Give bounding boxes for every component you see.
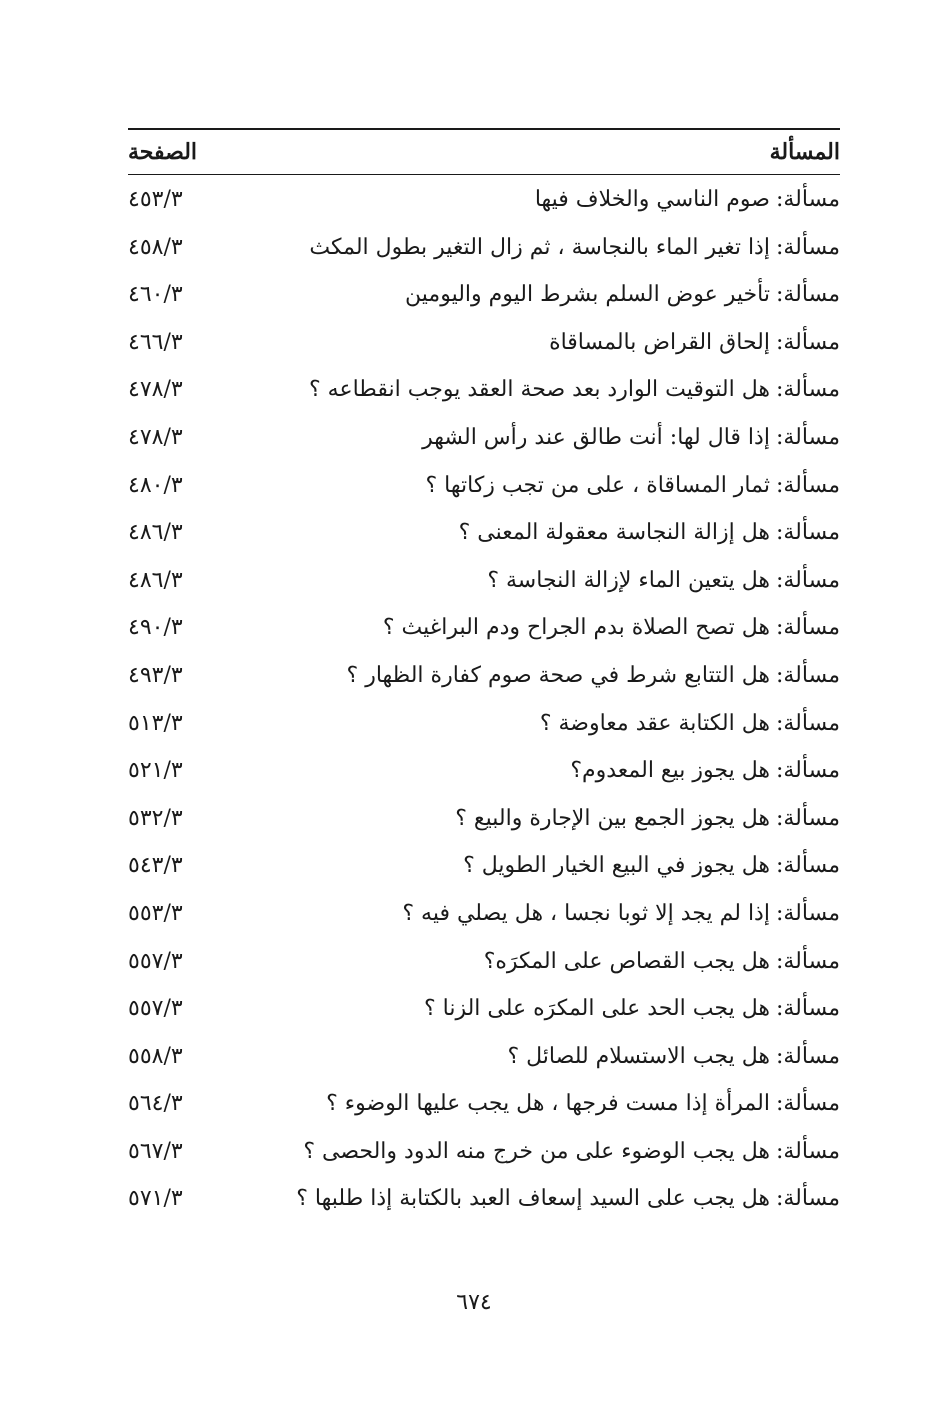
issue-prefix: مسألة: [775, 329, 840, 355]
issue-cell [383, 606, 840, 650]
issue-text: إذا قال لها: أنت طالق عند رأس الشهر [422, 424, 770, 450]
page-reference: ٥٣٢/٣ [128, 805, 183, 831]
issue-cell [425, 464, 840, 508]
issue-text: هل التوقيت الوارد بعد صحة العقد يوجب انقطاعه ؟ [309, 377, 770, 403]
issue-text: هل يتعين الماء لإزالة النجاسة ؟ [487, 567, 770, 593]
issue-cell [507, 1035, 840, 1079]
issue-cell [455, 797, 840, 841]
table-row [128, 226, 840, 274]
issue-prefix: مسألة: [775, 1138, 840, 1164]
table-row [128, 797, 840, 845]
issue-prefix: مسألة: [775, 234, 840, 260]
issue-prefix: مسألة: [775, 187, 840, 212]
table-row [128, 511, 840, 559]
issue-cell [484, 940, 840, 984]
page-reference: ٥٥٣/٣ [128, 900, 183, 926]
page-reference: ٥٧١/٣ [128, 1186, 183, 1212]
table-row [128, 1035, 840, 1083]
issue-prefix: مسألة: [775, 710, 840, 736]
issue-cell [487, 559, 840, 603]
page-reference: ٤٩٣/٣ [128, 662, 183, 688]
issue-cell [424, 987, 840, 1031]
issue-prefix: مسألة: [775, 758, 840, 784]
issue-prefix: مسألة: [775, 472, 840, 498]
issue-text: هل يجب القصاص على المكرَه؟ [483, 948, 770, 974]
issue-cell [459, 511, 840, 555]
table-row [128, 464, 840, 512]
issue-cell [422, 416, 840, 460]
issue-cell [535, 178, 840, 222]
table-row [128, 559, 840, 607]
table-row [128, 416, 840, 464]
table-row [128, 606, 840, 654]
issue-column-header: المسألة [769, 139, 840, 165]
issue-text: هل تصح الصلاة بدم الجراح ودم البراغيث ؟ [382, 615, 770, 641]
issue-prefix: مسألة: [775, 900, 840, 926]
issue-prefix: مسألة: [775, 567, 840, 593]
page-reference: ٥٦٧/٣ [128, 1138, 183, 1164]
table-row [128, 702, 840, 750]
page-reference: ٤٨٦/٣ [128, 567, 183, 593]
issue-text: هل التتابع شرط في صحة صوم كفارة الظهار ؟ [346, 662, 770, 688]
issue-text: هل يجوز في البيع الخيار الطويل ؟ [463, 853, 770, 879]
table-row [128, 1082, 840, 1130]
page-reference: ٥٥٧/٣ [128, 996, 183, 1022]
issue-prefix: مسألة: [775, 1091, 840, 1117]
table-row [128, 1177, 840, 1225]
page-reference: ٤٦٦/٣ [128, 329, 183, 355]
issue-cell [303, 1130, 840, 1174]
issue-text: هل يجب الحد على المكرَه على الزنا ؟ [423, 996, 770, 1022]
index-table [128, 178, 840, 1225]
page-column-header: الصفحة [128, 139, 198, 165]
table-row [128, 368, 840, 416]
table-row [128, 940, 840, 988]
issue-text: هل يجوز الجمع بين الإجارة والبيع ؟ [455, 805, 770, 831]
top-rule [128, 128, 840, 130]
page-reference: ٤٥٣/٣ [128, 187, 183, 212]
page-number: ٦٧٤ [456, 1290, 492, 1315]
issue-cell [540, 702, 840, 746]
page-reference: ٥٥٨/٣ [128, 1043, 183, 1069]
issue-text: هل يجوز بيع المعدوم؟ [570, 758, 770, 784]
issue-text: هل الكتابة عقد معاوضة ؟ [539, 710, 770, 736]
issue-cell [347, 654, 840, 698]
issue-text: هل يجب على السيد إسعاف العبد بالكتابة إذا طلبها ؟ [296, 1186, 770, 1212]
page-reference: ٤٧٨/٣ [128, 424, 183, 450]
issue-prefix: مسألة: [775, 520, 840, 546]
issue-cell [402, 892, 840, 936]
issue-prefix: مسألة: [775, 282, 840, 308]
issue-prefix: مسألة: [775, 948, 840, 974]
table-row [128, 844, 840, 892]
issue-text: إلحاق القراض بالمساقاة [549, 329, 770, 355]
issue-text: هل إزالة النجاسة معقولة المعنى ؟ [458, 520, 770, 546]
issue-cell [309, 368, 840, 412]
page-reference: ٤٦٠/٣ [128, 282, 183, 308]
issue-prefix: مسألة: [775, 853, 840, 879]
page-reference: ٥١٣/٣ [128, 710, 183, 736]
table-row [128, 892, 840, 940]
table-row [128, 178, 840, 226]
issue-text: صوم الناسي والخلاف فيها [534, 187, 770, 212]
page-reference: ٤٩٠/٣ [128, 615, 183, 641]
issue-text: إذا لم يجد إلا ثوبا نجسا ، هل يصلي فيه ؟ [402, 900, 770, 926]
table-row [128, 987, 840, 1035]
issue-cell [570, 749, 840, 793]
table-row [128, 273, 840, 321]
table-row [128, 749, 840, 797]
table-row [128, 321, 840, 369]
issue-prefix: مسألة: [775, 1186, 840, 1212]
page-reference: ٥٤٣/٣ [128, 853, 183, 879]
issue-prefix: مسألة: [775, 1043, 840, 1069]
issue-cell [463, 844, 840, 888]
issue-cell [405, 273, 840, 317]
page-reference: ٤٧٨/٣ [128, 377, 183, 403]
issue-prefix: مسألة: [775, 424, 840, 450]
page-reference: ٤٨٠/٣ [128, 472, 183, 498]
issue-text: ثمار المساقاة ، على من تجب زكاتها ؟ [425, 472, 770, 498]
page-reference: ٤٥٨/٣ [128, 234, 183, 260]
page-reference: ٤٨٦/٣ [128, 520, 183, 546]
issue-prefix: مسألة: [775, 615, 840, 641]
issue-text: هل يجب الاستسلام للصائل ؟ [507, 1043, 770, 1069]
table-header [128, 136, 840, 172]
issue-text: إذا تغير الماء بالنجاسة ، ثم زال التغير بطول المكث [309, 234, 770, 260]
issue-cell [296, 1177, 840, 1221]
page-reference: ٥٦٤/٣ [128, 1091, 183, 1117]
issue-cell [549, 321, 840, 365]
issue-cell [326, 1082, 840, 1126]
issue-text: المرأة إذا مست فرجها ، هل يجب عليها الوضوء ؟ [326, 1091, 770, 1117]
issue-prefix: مسألة: [775, 377, 840, 403]
table-row [128, 1130, 840, 1178]
table-row [128, 654, 840, 702]
issue-prefix: مسألة: [775, 805, 840, 831]
header-rule [128, 174, 840, 175]
page-reference: ٥٢١/٣ [128, 758, 183, 784]
issue-prefix: مسألة: [775, 996, 840, 1022]
issue-text: تأخير عوض السلم بشرط اليوم واليومين [405, 282, 770, 308]
page-reference: ٥٥٧/٣ [128, 948, 183, 974]
issue-text: هل يجب الوضوء على من خرج منه الدود والحصى ؟ [303, 1138, 770, 1164]
issue-cell [309, 226, 840, 270]
issue-prefix: مسألة: [775, 662, 840, 688]
